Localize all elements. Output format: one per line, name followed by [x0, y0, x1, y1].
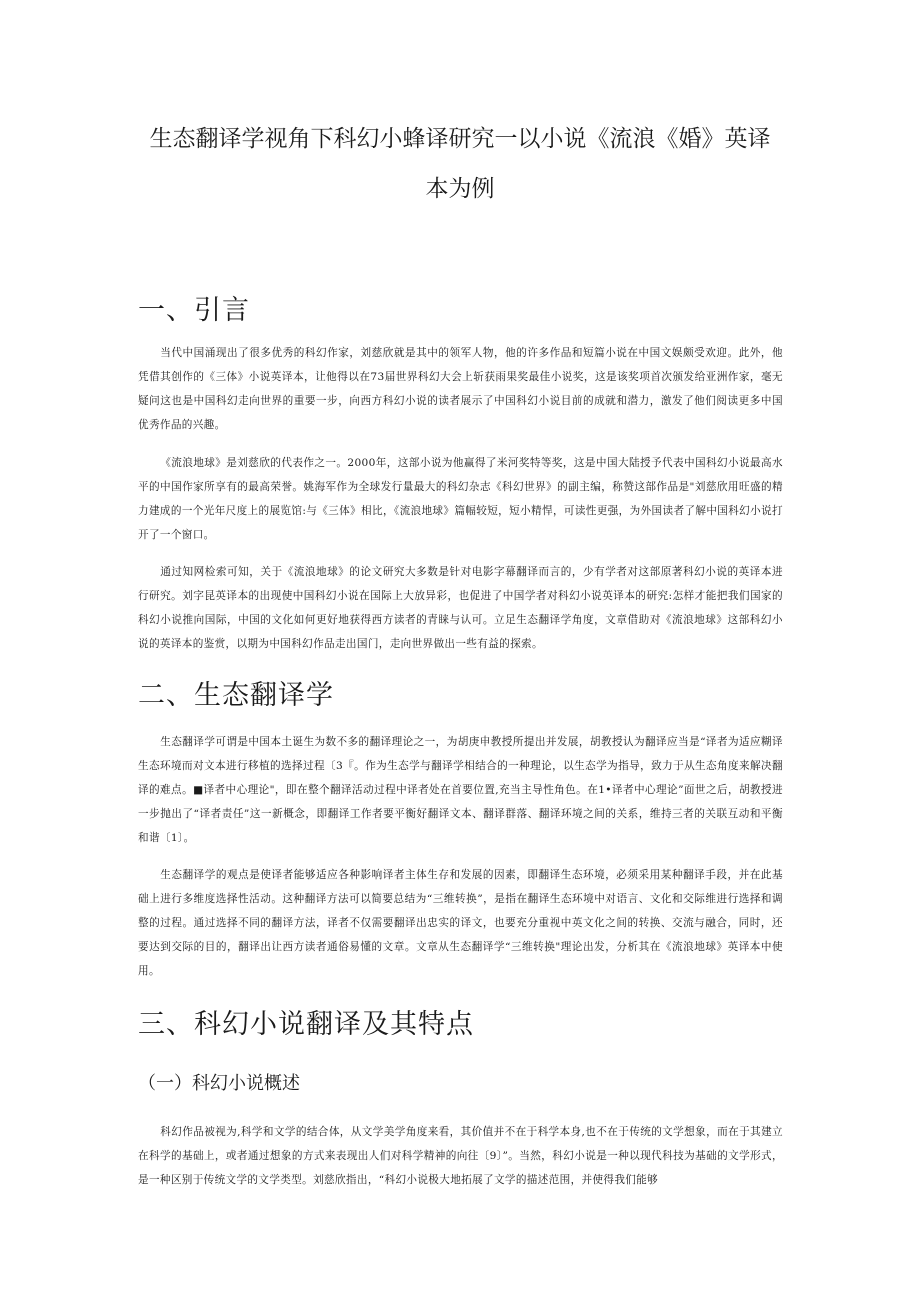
paragraph: 生态翻译学可谓是中国本土诞生为数不多的翻译理论之一，为胡庚申教授所提出并发展，胡教授认为翻译应当是“译者为适应糊译生态环境而对文本进行移植的选择过程〔3『。作为生态学与翻译学相结合的一种理论，以生态学为指导，致力于从生态角度来解决翻译的难点。■译者中心理论"，即在整个翻译活动过程中译者处在首要位置,充当主导性角色。在1•译者中心理论”面世之后，胡教授进一步抛出了“译者责任”这一新概念，即翻译工作者要平衡好翻译文本、翻译群落、翻译环境之间的关系，维持三者的关联互动和平衡和谐〔1〕。 — [138, 736, 783, 844]
paragraph: 生态翻译学的观点是使译者能够适应各种影响译者主体生存和发展的因素，即翻译生态环境，必须采用某种翻译手段，并在此基础上进行多维度选择性活动。这种翻译方法可以简要总结为“三维转换”，是指在翻译生态环境中对语言、文化和交际维进行选择和调整的过程。通过选择不同的翻译方法，译者不仅需要翻译出忠实的译文，也要充分重视中英文化之间的转换、交流与融合，同时，还要达到交际的目的，翻译出让西方读者通俗易懂的文章。文章从生态翻译学“三维转换"理论出发，分析其在《流浪地球》英译本中使用。 — [138, 869, 783, 977]
section-heading-introduction: 一、引言 — [138, 295, 250, 326]
paragraph: 科幻作品被视为,科学和文学的结合体，从文学美学角度来看，其价值并不在于科学本身,也不在于传统的文学想象，而在于其建立在科学的基础上，或者通过想象的方式来表现出人们对科学精神的向往〔9〕”。当然，科幻小说是一种以现代科技为基础的文学形式，是一种区别于传统文学的文学类型。刘慈欣指出，“科幻小说极大地拓展了文学的描述范围，并使得我们能够 — [138, 1126, 783, 1186]
subsection-heading-scifi-overview: （一）科幻小说概述 — [138, 1073, 300, 1094]
section-heading-scifi-translation: 三、科幻小说翻译及其特点 — [138, 1009, 474, 1040]
paper-title-line-2: 本为例 — [425, 176, 495, 202]
section-heading-eco-translatology: 二、生态翻译学 — [138, 680, 334, 711]
paragraph: 通过知网检索可知，关于《流浪地球》的论文研究大多数是针对电影字幕翻译而言的，少有学者对这部原著科幻小说的英译本进行研究。刘字昆英译本的出现使中国科幻小说在国际上大放异彩，也促进了中国学者对科幻小说英译本的研究:怎样才能把我们国家的科幻小说推向国际，中国的文化如何更好地获得西方读者的青睐与认可。立足生态翻译学角度，文章借助对《流浪地球》这部科幻小说的英译本的鉴赏，以期为中国科幻作品走出国门，走向世界做出一些有益的探索。 — [138, 566, 783, 650]
paragraph: 当代中国涌现出了很多优秀的科幻作家，刘慈欣就是其中的领军人物，他的许多作品和短篇小说在中国文娱颇受欢迎。此外，他凭借其创作的《三体》小说英译本，让他得以在73届世界科幻大会上斩获雨果奖最佳小说奖，这是该奖项首次颁发给亚洲作家，毫无疑问这也是中国科幻走向世界的重要一步，向西方科幻小说的读者展示了中国科幻小说目前的成就和潜力，激发了他们阅读更多中国优秀作品的兴趣。 — [138, 347, 783, 431]
paragraph: 《流浪地球》是刘慈欣的代表作之一。2000年，这部小说为他赢得了米河奖特等奖，这是中国大陆授予代表中国科幻小说最高水平的中国作家所享有的最高荣誉。姚海军作为全球发行量最大的科幻杂志《科幻世界》的副主编，称赞这部作品是"刘慈欣用旺盛的精力建成的一个光年尺度上的展览馆:与《三体》相比，《流浪地球》篇幅较短，短小精悍，可读性更强，为外国读者了解中国科幻小说打开了一个窗口。 — [138, 457, 783, 541]
paper-title-line-1: 生态翻译学视角下科幻小蜂译研究一以小说《流浪《婚》英译 — [149, 126, 771, 152]
